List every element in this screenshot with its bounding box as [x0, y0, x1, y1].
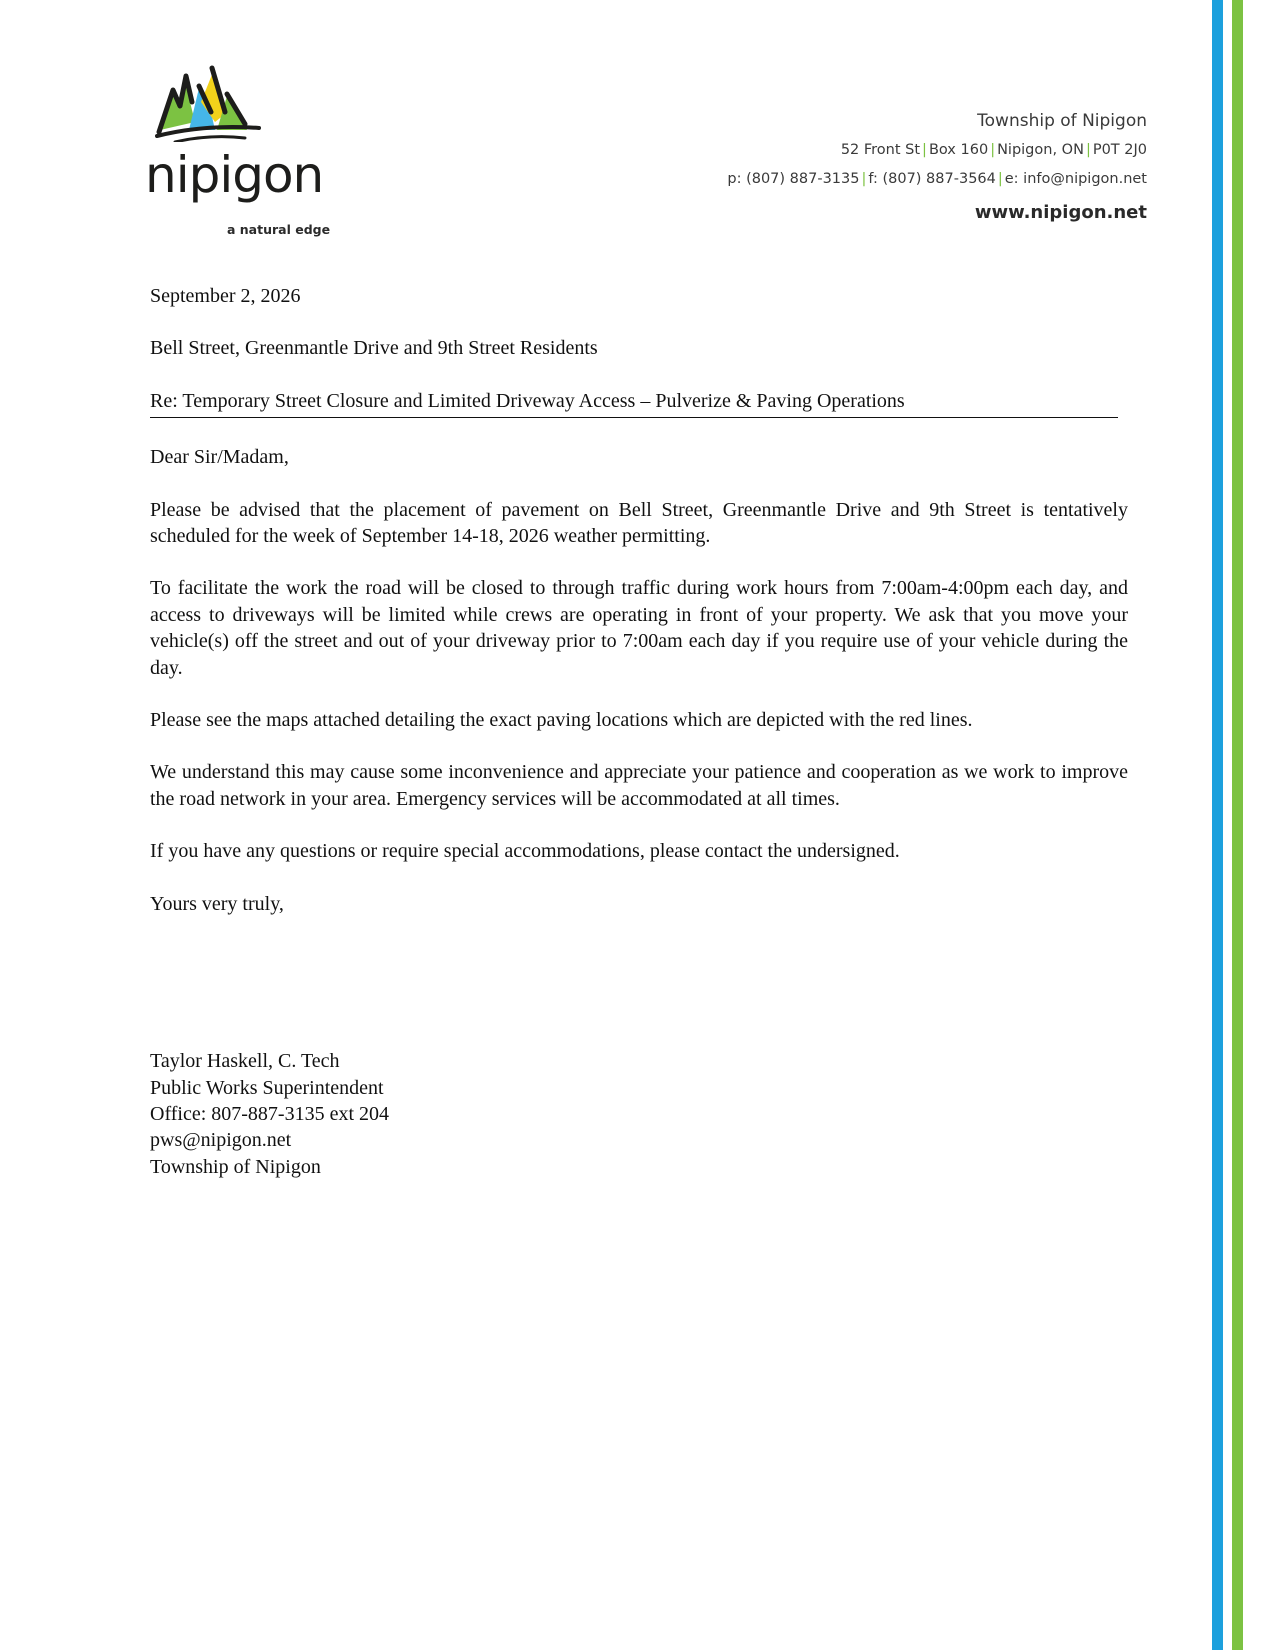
phone-number: p: (807) 887-3135: [727, 171, 860, 187]
phone-line: [727, 169, 1147, 190]
letter-subject: Re: Temporary Street Closure and Limited Driveway Access – Pulverize & Paving Operations: [150, 388, 1118, 418]
logo-wordmark: nipigon: [145, 146, 324, 204]
paragraph-closure-details: To facilitate the work the road will be closed to through traffic during work hours from 7:00am-4:00pm each day, and access to driveways will be limited while crews are operating in front of your property. We ask that you move your vehicle(s) off the street and out of your driveway prior to 7:00am each day if you require use of your vehicle during the day.: [150, 577, 1128, 679]
letter-body: [150, 283, 1128, 1180]
letter-date: September 2, 2026: [150, 285, 301, 307]
address-line: [727, 140, 1147, 161]
organization-name: Township of Nipigon: [977, 111, 1147, 131]
letter-recipient: Bell Street, Greenmantle Drive and 9th Street Residents: [150, 337, 598, 360]
nipigon-logo: [145, 62, 345, 242]
separator: |: [861, 171, 867, 187]
paragraph-maps: Please see the maps attached detailing the exact paving locations which are depicted with the red lines.: [150, 709, 973, 732]
signer-organization: Township of Nipigon: [150, 1155, 321, 1178]
separator: |: [922, 142, 927, 158]
signer-name: Taylor Haskell, C. Tech: [150, 1050, 340, 1073]
separator: |: [997, 171, 1003, 187]
address-box: Box 160: [928, 142, 989, 158]
separator: |: [1085, 142, 1091, 158]
address-city: Nipigon, ON: [997, 142, 1084, 158]
separator: |: [990, 142, 996, 158]
address-postal: P0T 2J0: [1092, 142, 1147, 158]
paragraph-schedule: Please be advised that the placement of pavement on Bell Street, Greenmantle Drive and 9th Street is tentatively scheduled for the week of September 14-18, 2026 weather permitting.: [150, 498, 1128, 548]
signer-email[interactable]: pws@nipigon.net: [150, 1129, 292, 1152]
letter-salutation: Dear Sir/Madam,: [150, 446, 289, 469]
website-link[interactable]: www.nipigon.net: [974, 202, 1147, 223]
signer-office-phone: Office: 807-887-3135 ext 204: [150, 1102, 390, 1125]
signature-space: [150, 943, 1128, 1048]
address-street: 52 Front St: [840, 142, 921, 158]
fax-number: f: (807) 887-3564: [868, 171, 996, 187]
decorative-blue-stripe: [1212, 0, 1223, 1650]
letter-closing: Yours very truly,: [150, 892, 284, 915]
contact-email[interactable]: e: info@nipigon.net: [1004, 171, 1147, 187]
paragraph-appreciation: We understand this may cause some inconvenience and appreciate your patience and cooperation as we work to improve the road network in your area. Emergency services will be accommodated at all times.: [150, 761, 1128, 810]
letterhead-contact: [727, 110, 1147, 223]
signature-block: [150, 1048, 1128, 1180]
decorative-green-stripe: [1232, 0, 1243, 1650]
paragraph-contact: If you have any questions or require special accommodations, please contact the undersigned.: [150, 840, 900, 863]
signer-title: Public Works Superintendent: [150, 1076, 384, 1099]
mountain-logo-icon: [155, 62, 265, 142]
logo-tagline: a natural edge: [227, 222, 331, 237]
